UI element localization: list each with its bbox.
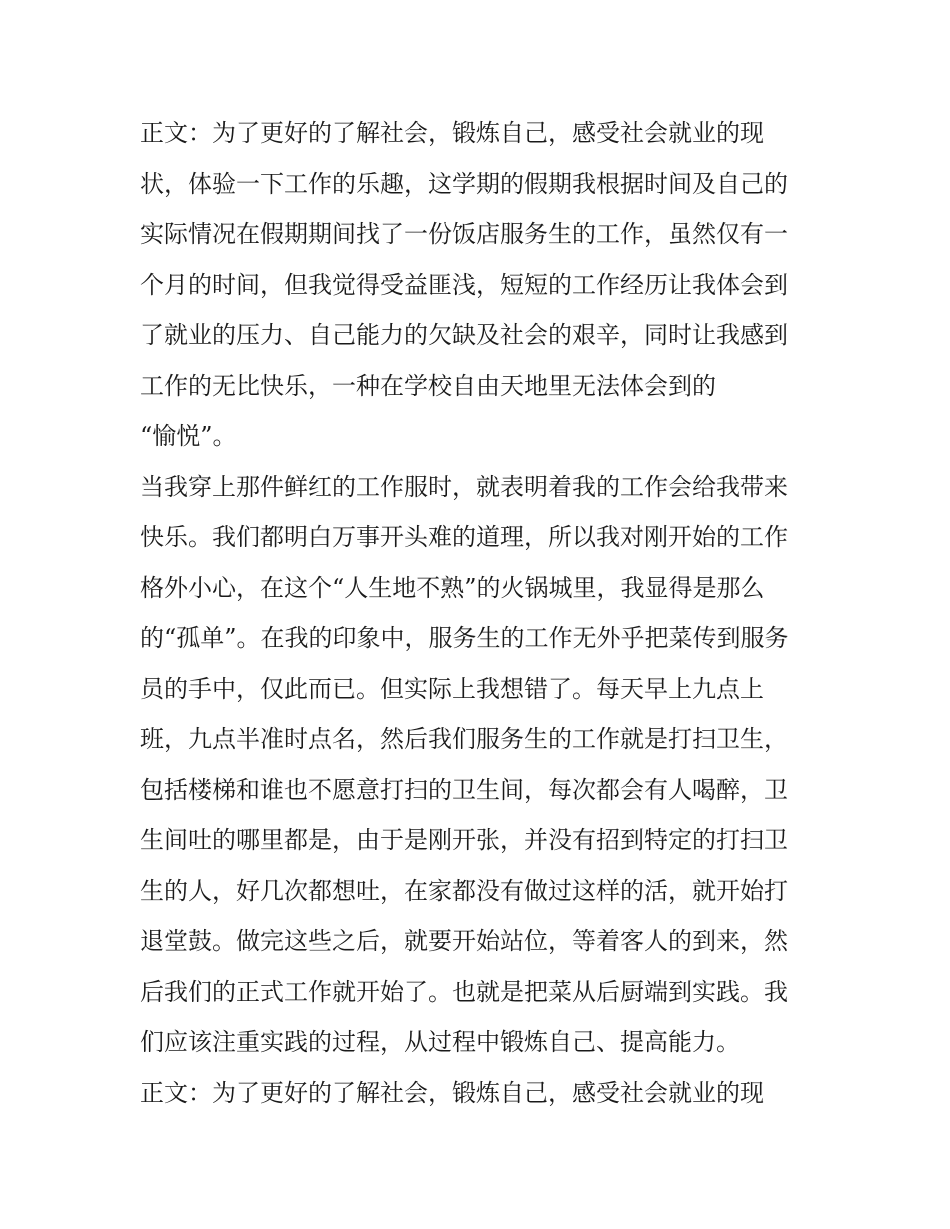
text-line: 员的手中，仅此而已。但实际上我想错了。每天早上九点上: [140, 674, 764, 703]
text-line: 们应该注重实践的过程，从过程中锻炼自己、提高能力。: [140, 1028, 740, 1056]
text-line: 退堂鼓。做完这些之后，就要开始站位，等着客人的到来，然: [140, 927, 788, 955]
text-line: 的“孤单”。在我的印象中，服务生的工作无外乎把菜传到服务: [140, 624, 789, 652]
text-line: 快乐。我们都明白万事开头难的道理，所以我对刚开始的工作: [140, 523, 788, 551]
text-line: 格外小心，在这个“人生地不熟”的火锅城里，我显得是那么: [140, 573, 765, 602]
text-line: 状，体验一下工作的乐趣，这学期的假期我根据时间及自己的: [140, 169, 788, 198]
text-line: “愉悦”。: [140, 422, 237, 450]
text-line: 生的人，好几次都想吐，在家都没有做过这样的活，就开始打: [140, 876, 788, 905]
text-line: 后我们的正式工作就开始了。也就是把菜从后厨端到实践。我: [140, 977, 788, 1006]
text-line: 个月的时间，但我觉得受益匪浅，短短的工作经历让我体会到: [140, 270, 788, 299]
text-line: 班，九点半准时点名，然后我们服务生的工作就是打扫卫生，: [140, 725, 788, 753]
text-line: 当我穿上那件鲜红的工作服时，就表明着我的工作会给我带来: [140, 472, 788, 501]
body-text: [140, 108, 820, 1118]
text-line: 正文：为了更好的了解社会，锻炼自己，感受社会就业的现: [140, 1078, 764, 1107]
text-line: 正文：为了更好的了解社会，锻炼自己，感受社会就业的现: [140, 119, 764, 147]
text-line: 生间吐的哪里都是，由于是刚开张，并没有招到特定的打扫卫: [140, 826, 788, 854]
text-line: 了就业的压力、自己能力的欠缺及社会的艰辛，同时让我感到: [140, 321, 788, 349]
text-line: 包括楼梯和谁也不愿意打扫的卫生间，每次都会有人喝醉，卫: [140, 775, 788, 804]
text-line: 实际情况在假期期间找了一份饭店服务生的工作，虽然仅有一: [140, 220, 788, 248]
text-line: 工作的无比快乐，一种在学校自由天地里无法体会到的: [140, 371, 716, 400]
